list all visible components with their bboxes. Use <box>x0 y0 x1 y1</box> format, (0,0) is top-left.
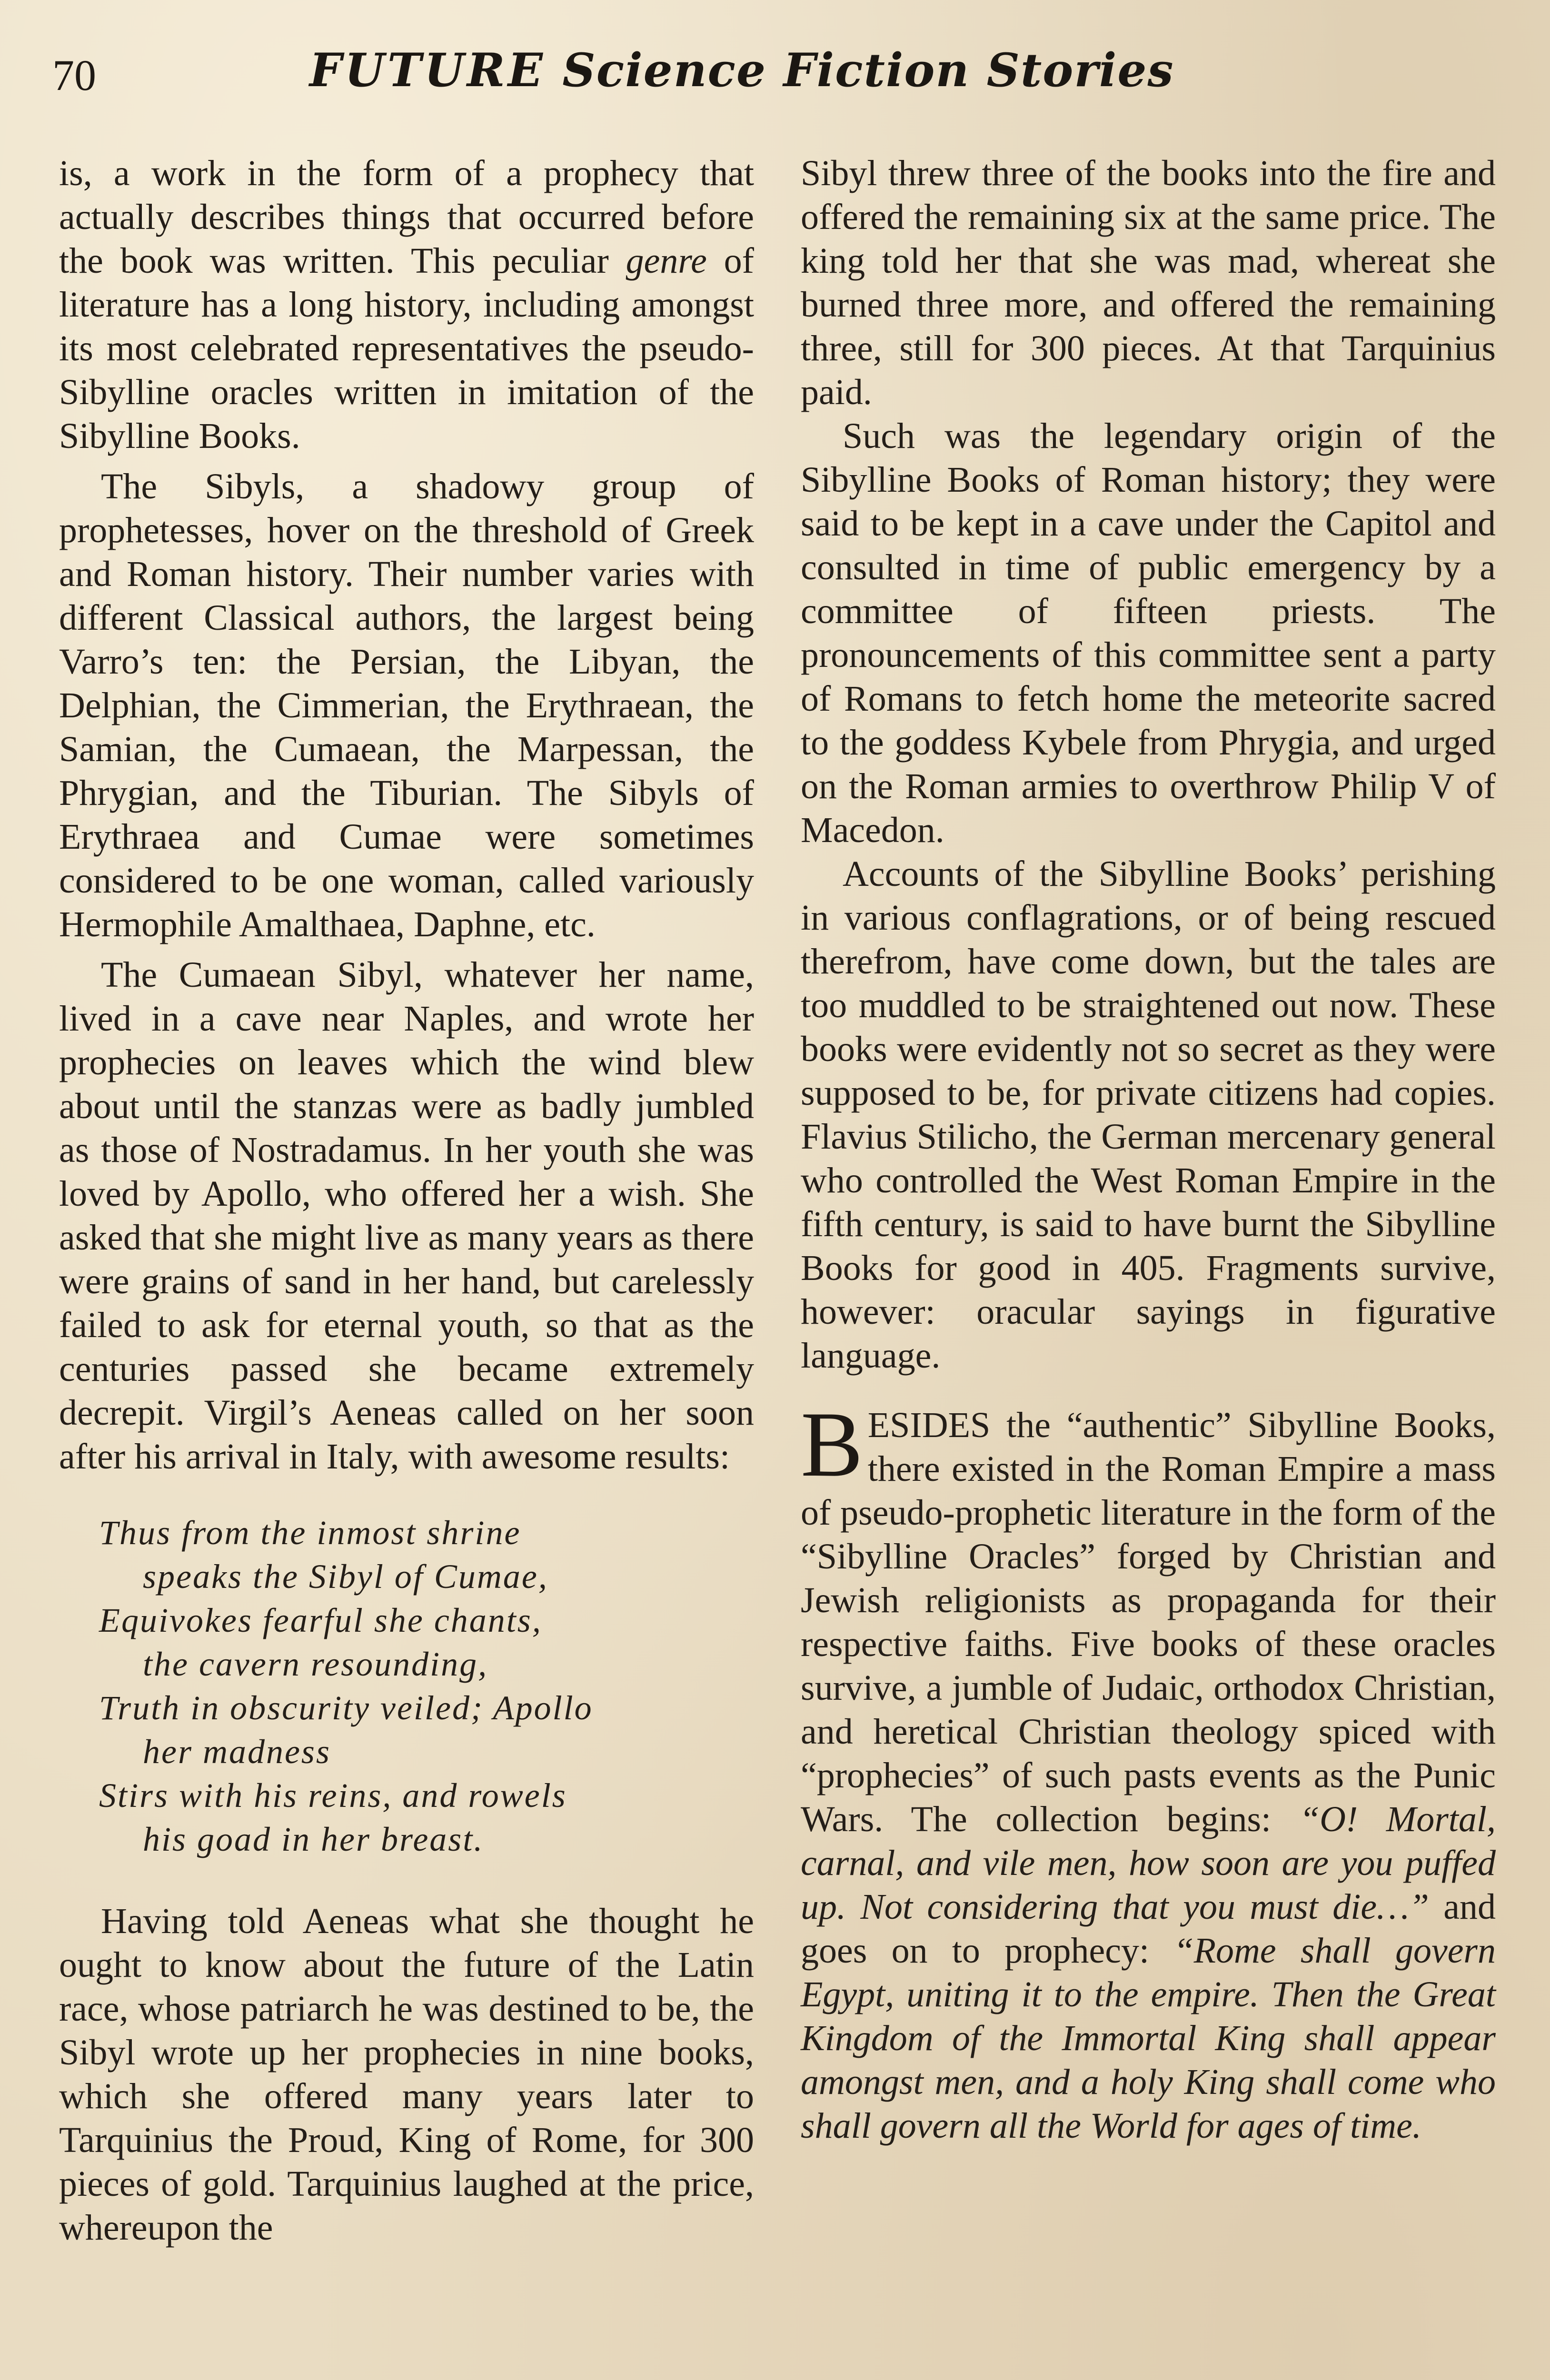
running-head <box>309 43 1304 97</box>
paragraph-1 <box>59 151 754 458</box>
paragraph-5: Sibyl threw three of the books into the fire and offered the remaining six at the same price. The king told her that she was mad, whereat she burned three more, and offered the remaining three, still for 300 pieces. At that Tarquinius paid. <box>801 153 1496 412</box>
running-head-title: Science Fiction Stories <box>562 43 1174 97</box>
verse-line: speaks the Sibyl of Cumae, <box>143 1557 548 1596</box>
page-number: 70 <box>52 51 96 99</box>
verse-line: Thus from the inmost shrine <box>99 1514 521 1552</box>
left-column <box>59 151 754 2250</box>
paragraph-8-text: the “authentic” Sibylline Books, there existed in the Roman Empire a mass of pseudo-prophetic literature in the form of the “Sibylline Oracles” forged by Christian and Jewish religionists as propaganda for their respective faiths. Five books of these oracles survive, a jumble of Judaic, orthodox Christian, and heretical Christian theology spiced with “prophecies” of such pasts events as the Punic Wars. The collection begins: <box>801 1405 1496 1839</box>
paragraph-2: The Sibyls, a shadowy group of prophetesses, hover on the threshold of Greek and Roman history. Their number varies with different Classical authors, the largest being Varro’s ten: the Persian, the Libyan, the Delphian, the Cimmerian, the Erythraean, the Samian, the Cumaean, the Marpessan, the Phrygian, and the Tiburian. The Sibyls of Erythraea and Cumae were sometimes considered to be one woman, called variously Hermophile Amalthaea, Daphne, etc. <box>59 466 754 944</box>
verse-line: his goad in her breast. <box>143 1820 484 1858</box>
running-head-magazine-name: FUTURE <box>309 43 546 97</box>
verse-line: the cavern resounding, <box>143 1645 488 1683</box>
verse-line: Stirs with his reins, and rowels <box>99 1776 567 1815</box>
paragraph-1-text: is, a work in the form of a prophecy that actually describes things that occurred before the book was written. This peculiar <box>59 153 754 281</box>
paragraph-4: Having told Aeneas what she thought he ought to know about the future of the Latin race, whose patriarch he was destined to be, the Sibyl wrote up her prophecies in nine books, which she offered many years later to Tarquinius the Proud, King of Rome, for 300 pieces of gold. Tarquinius laughed at the price, whereupon the <box>59 1901 754 2248</box>
verse-line: Truth in obscurity veiled; Apollo <box>99 1689 593 1727</box>
verse-line: Equivokes fearful she chants, <box>99 1601 542 1639</box>
paragraph-8 <box>801 1393 1496 2148</box>
verse-line: her madness <box>143 1733 331 1771</box>
paragraph-8-middle: and goes on to prophecy: <box>801 1887 1496 1971</box>
oracle-quote-2: “Rome shall govern Egypt, uniting it to the empire. Then the Great Kingdom of the Immortal King shall appear amongst men, and a holy King shall come who shall govern all the World for ages of time. <box>801 1931 1496 2146</box>
right-column <box>801 151 1496 2148</box>
paragraph-7: Accounts of the Sibylline Books’ perishing in various conflagrations, or of being rescued therefrom, have come down, but the tales are too muddled to be straightened out now. These books were evidently not so secret as they were supposed to be, for private citizens had copies. Flavius Stilicho, the German mercenary general who controlled the West Roman Empire in the fifth century, is said to have burnt the Sibylline Books for good in 405. Fragments survive, however: oracular sayings in figurative language. <box>801 854 1496 1376</box>
drop-cap: B <box>801 1393 863 1496</box>
paragraph-1-tail: of literature has a long history, including amongst its most celebrated representatives the pseudo-Sibylline oracles written in imitation of the Sibylline Books. <box>59 241 754 456</box>
paragraph-3: The Cumaean Sibyl, whatever her name, lived in a cave near Naples, and wrote her prophecies on leaves which the wind blew about until the stanzas were as badly jumbled as those of Nostradamus. In her youth she was loved by Apollo, who offered her a wish. She asked that she might live as many years as there were grains of sand in her hand, but carelessly failed to ask for eternal youth, so that as the centuries passed she became extremely decrepit. Virgil’s Aeneas called on her soon after his arrival in Italy, with awesome results: <box>59 955 754 1477</box>
paragraph-6: Such was the legendary origin of the Sibylline Books of Roman history; they were said to be kept in a cave under the Capitol and consulted in time of public emergency by a committee of fifteen priests. The pronouncements of this committee sent a party of Romans to fetch home the meteorite sacred to the goddess Kybele from Phrygia, and urged on the Roman armies to overthrow Philip V of Macedon. <box>801 416 1496 850</box>
small-caps-opening: ESIDES <box>867 1405 991 1445</box>
oracle-quote-1: “O! Mortal, carnal, and vile men, how soon are you puffed up. Not considering that you must die…” <box>801 1799 1496 1927</box>
paragraph-1-italic: genre <box>626 241 707 281</box>
verse-quotation <box>99 1511 754 1861</box>
